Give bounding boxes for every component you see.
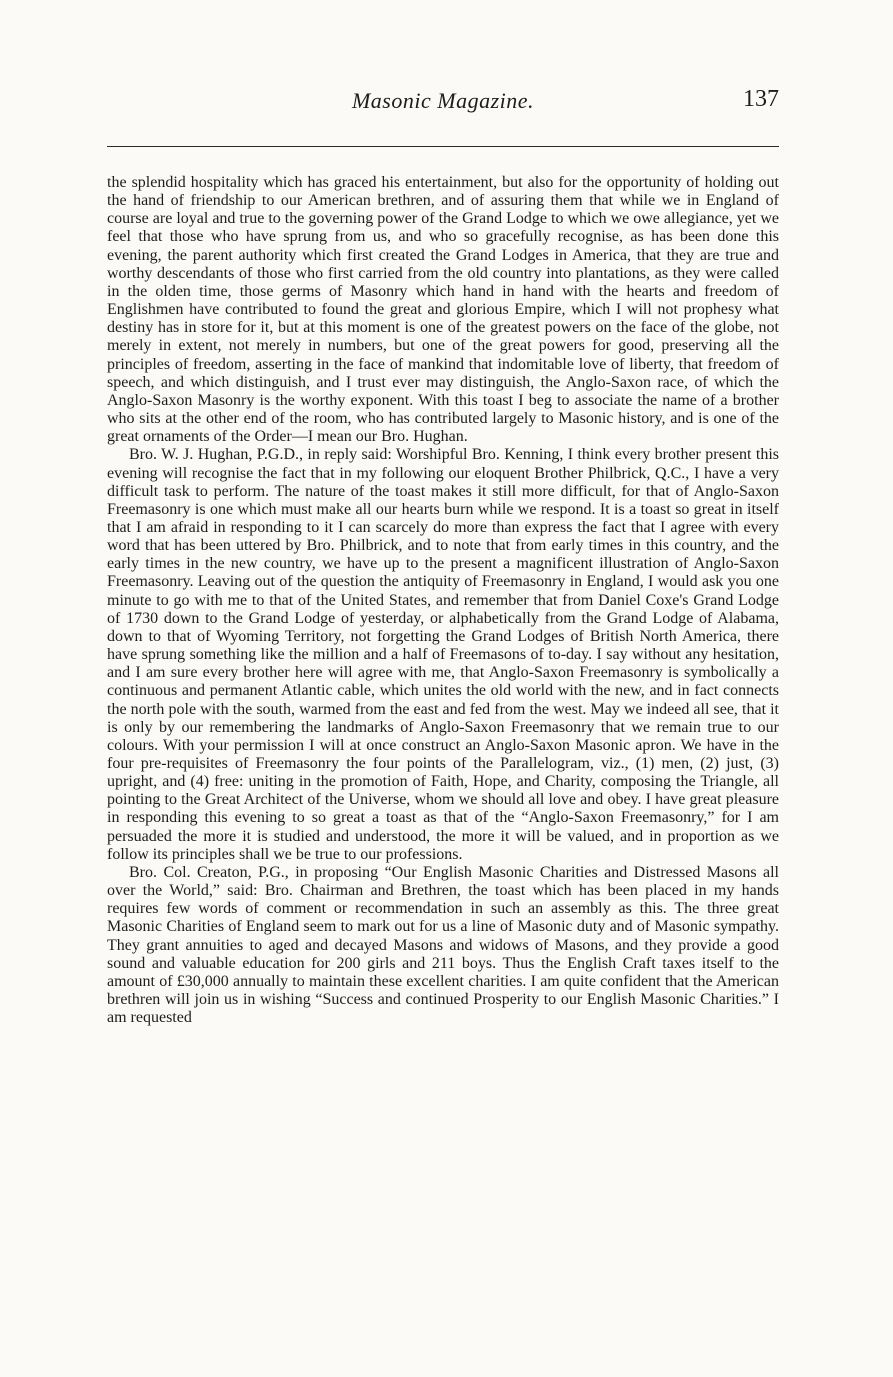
paragraph-creaton-toast: Bro. Col. Creaton, P.G., in proposing “Our English Masonic Charities and Distressed Masons all over the World,” said: Bro. Chairman and Brethren, the toast which has been placed in my hands requires few words of comment or recommendation in such an assembly as this. The three great Masonic Charities of England seem to mark out for us a line of Masonic duty and of Masonic sympathy. They grant annuities to aged and decayed Masons and widows of Masons, and they provide a good sound and valuable education for 200 girls and 211 boys. Thus the English Craft taxes itself to the amount of £30,000 annually to maintain these excellent charities. I am quite confident that the American brethren will join us in wishing “Success and continued Prosperity to our English Masonic Charities.” I am requested xyxy=(107,863,779,1027)
article-body xyxy=(107,174,779,1027)
magazine-title: Masonic Magazine. xyxy=(351,88,535,113)
paragraph-continuation: the splendid hospitality which has graced his entertainment, but also for the opportunity of holding out the hand of friendship to our American brethren, and of assuring them that while we in England of course are loyal and true to the governing power of the Grand Lodge to which we owe allegiance, yet we feel that those who have sprung from us, and who so gracefully recognise, as has been done this evening, the parent authority which first created the Grand Lodges in America, that they are true and worthy descendants of those who first carried from the old country into plantations, as they were called in the olden time, those germs of Masonry which hand in hand with the hearts and freedom of Englishmen have contributed to found the great and glorious Empire, which I will not prophesy what destiny has in store for it, but at this moment is one of the greatest powers on the face of the globe, not merely in extent, not merely in numbers, but one of the great powers for good, preserving all the principles of freedom, asserting in the face of mankind that indomitable love of liberty, that freedom of speech, and which distinguish, and I trust ever may distinguish, the Anglo-Saxon race, of which the Anglo-Saxon Masonry is the worthy exponent. With this toast I beg to associate the name of a brother who sits at the other end of the room, who has contributed largely to Masonic history, and is one of the great ornaments of the Order—I mean our Bro. Hughan. xyxy=(107,174,779,446)
paragraph-hughan-reply: Bro. W. J. Hughan, P.G.D., in reply said: Worshipful Bro. Kenning, I think every brother present this evening will recognise the fact that in my following our eloquent Brother Philbrick, Q.C., I have a very difficult task to perform. The nature of the toast makes it still more difficult, for that of Anglo-Saxon Freemasonry is one which must make all our hearts burn while we respond. It is a toast so great in itself that I am afraid in responding to it I can scarcely do more than express the fact that I agree with every word that has been uttered by Bro. Philbrick, and to note that from early times in this country, and the early times in the new country, we have up to the present a magnificent illustration of Anglo-Saxon Freemasonry. Leaving out of the question the antiquity of Freemasonry in England, I would ask you one minute to go with me to that of the United States, and remember that from Daniel Coxe's Grand Lodge of 1730 down to the Grand Lodge of yesterday, or alphabetically from the Grand Lodge of Alabama, down to that of Wyoming Territory, not forgetting the Grand Lodges of British North America, there have sprung something like the million and a half of Freemasons of to-day. I say without any hesitation, and I am sure every brother here will agree with me, that Anglo-Saxon Freemasonry is symbolically a continuous and permanent Atlantic cable, which unites the old world with the new, and in fact connects the north pole with the south, warmed from the east and fed from the west. May we indeed all see, that it is only by our remembering the landmarks of Anglo-Saxon Freemasonry that we remain true to our colours. With your permission I will at once construct an Anglo-Saxon Masonic apron. We have in the four pre-requisites of Freemasonry the four points of the Parallelogram, viz., (1) men, (2) just, (3) upright, and (4) free: uniting in the promotion of Faith, Hope, and Charity, composing the Triangle, all pointing to the Great Architect of the Universe, whom we should all love and obey. I have great pleasure in responding this evening to so great a toast as that of the “Anglo-Saxon Freemasonry,” for I am persuaded the more it is studied and understood, the more it will be valued, and in proportion as we follow its principles shall we be true to our professions. xyxy=(107,446,779,863)
running-header xyxy=(107,88,779,118)
header-rule xyxy=(107,146,779,147)
page-number: 137 xyxy=(743,86,779,112)
